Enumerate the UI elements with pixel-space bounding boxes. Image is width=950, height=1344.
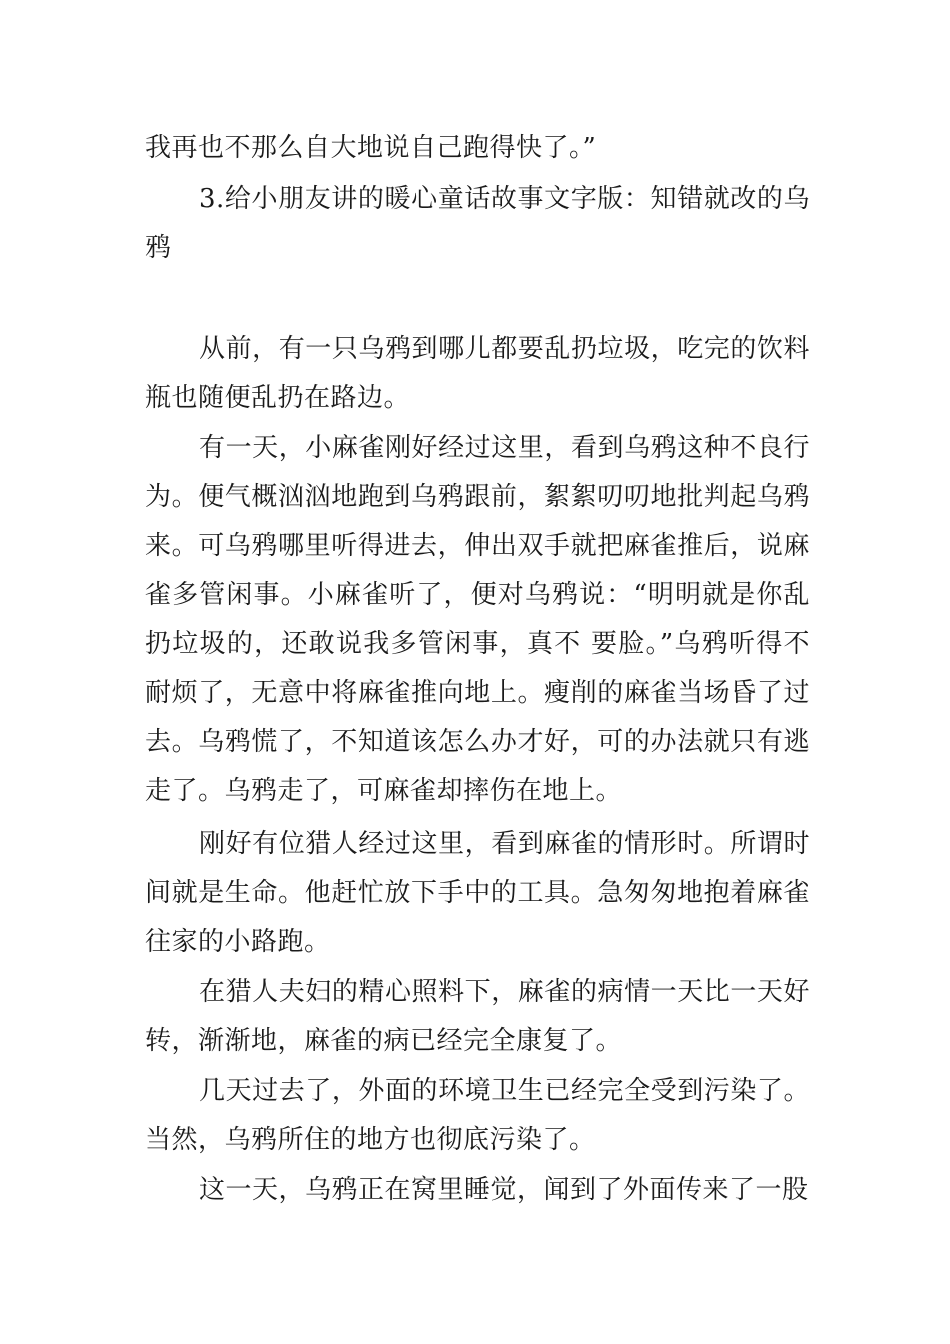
continuation-line: 我再也不那么自大地说自己跑得快了。”	[145, 133, 597, 163]
paragraph-1: 从前，有一只乌鸦到哪儿都要乱扔垃圾，吃完的饮料瓶也随便乱扔在路边。	[145, 334, 810, 413]
section-heading: 3.给小朋友讲的暖心童话故事文字版：知错就改的乌鸦	[145, 184, 810, 263]
paragraph-6: 这一天，乌鸦正在窝里睡觉，闻到了外面传来了一股	[199, 1175, 809, 1205]
paragraph-2: 有一天，小麻雀刚好经过这里，看到乌鸦这种不良行为。便气概汹汹地跑到乌鸦跟前，絮絮叨叨地批判起乌鸦来。可乌鸦哪里听得进去，伸出双手就把麻雀推后，说麻雀多管闲事。小麻雀听了，便对乌鸦说：“明明就是你乱扔垃圾的，还敢说我多管闲事，真不 要脸。”乌鸦听得不耐烦了，无意中将麻雀推向地上。瘦削的麻雀当场昏了过去。乌鸦慌了，不知道该怎么办才好，可的办法就只有逃走了。乌鸦走了，可麻雀却摔伤在地上。	[145, 433, 810, 806]
paragraph-3: 刚好有位猎人经过这里，看到麻雀的情形时。所谓时间就是生命。他赶忙放下手中的工具。急匆匆地抱着麻雀往家的小路跑。	[145, 829, 810, 957]
paragraph-4: 在猎人夫妇的精心照料下，麻雀的病情一天比一天好转，渐渐地，麻雀的病已经完全康复了。	[145, 977, 810, 1056]
paragraph-5: 几天过去了，外面的环境卫生已经完全受到污染了。当然，乌鸦所住的地方也彻底污染了。	[145, 1076, 810, 1155]
